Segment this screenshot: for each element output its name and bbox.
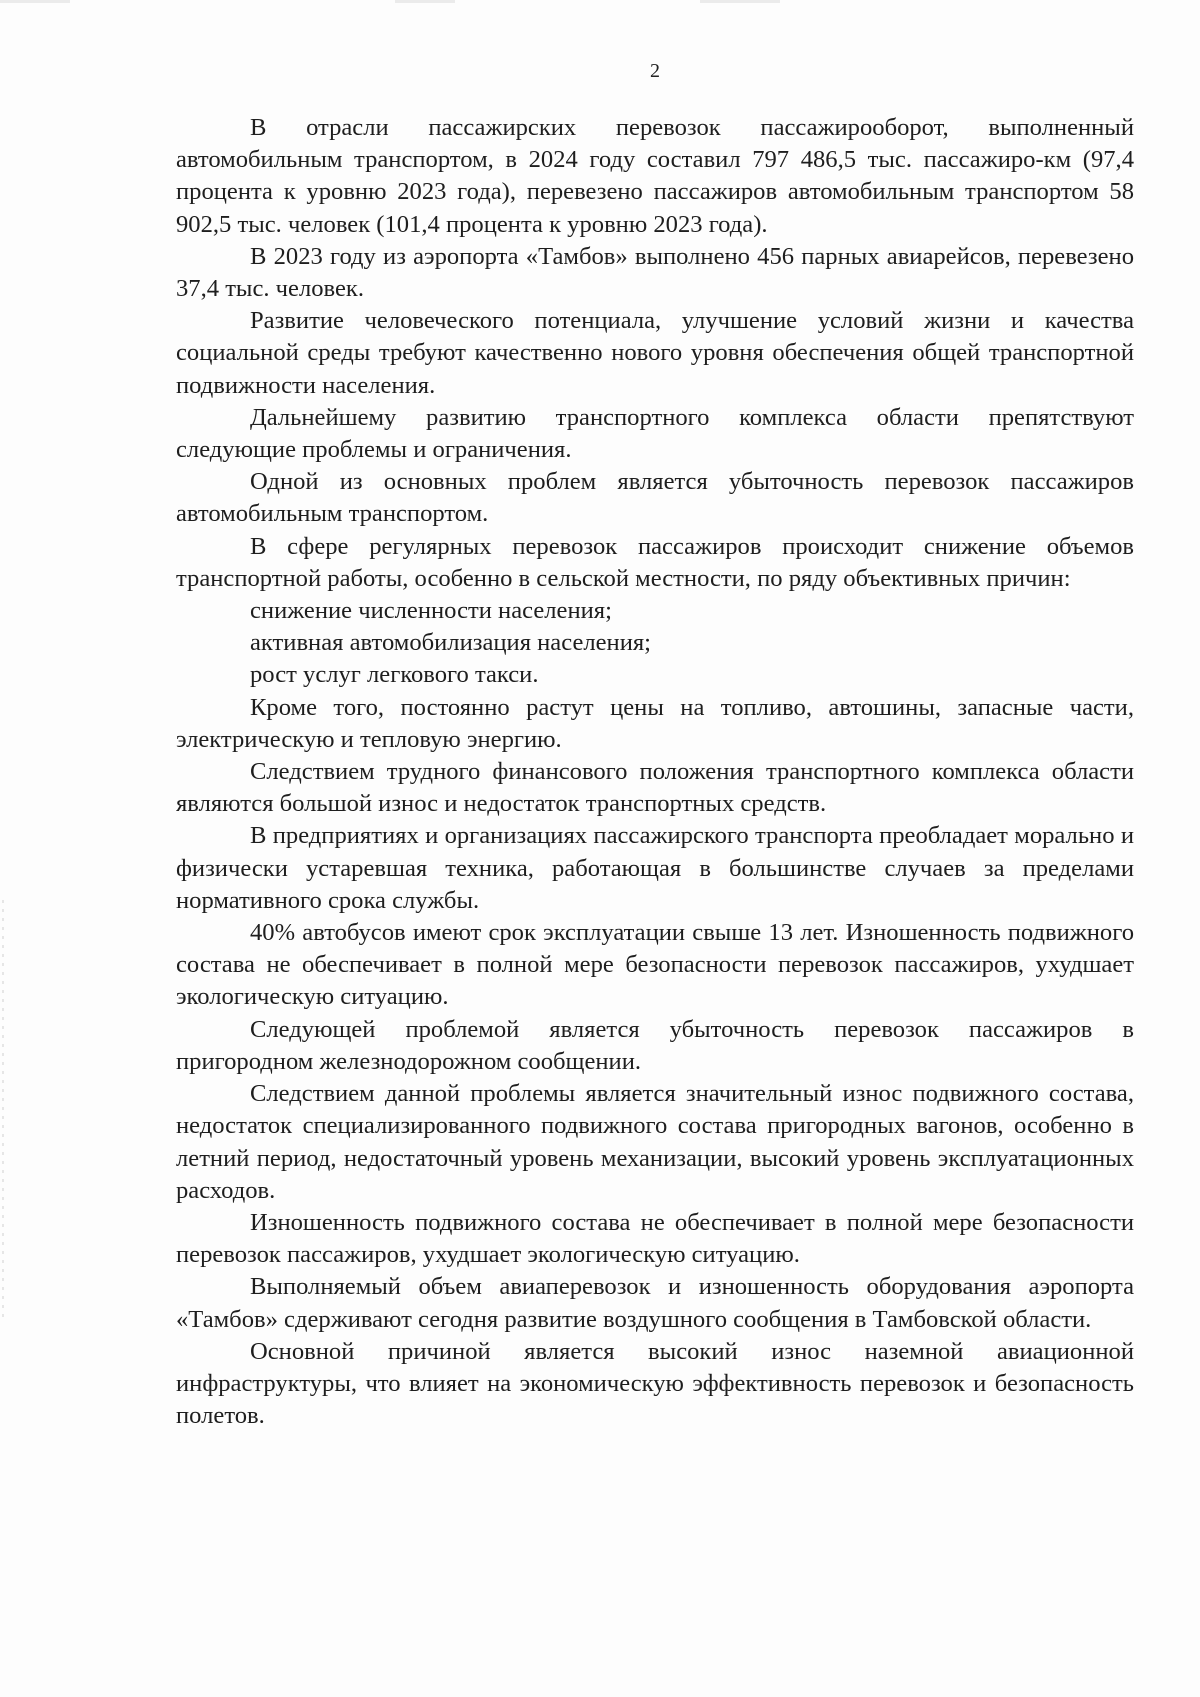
list-item: рост услуг легкового такси. [250,661,539,689]
list-item: снижение численности населения; [250,597,612,625]
paragraph: Одной из основных проблем является убыточность перевозок пассажиров автомобильным транспортом. [176,468,1134,528]
paragraph: В сфере регулярных перевозок пассажиров происходит снижение объемов транспортной работы, особенно в сельской местности, по ряду объективных причин: [176,532,1134,592]
paragraph: Основной причиной является высокий износ наземной авиационной инфраструктуры, что влияет на экономическую эффективность перевозок и безопасность полетов. [176,1337,1134,1430]
scan-artifact [700,0,780,3]
list-item: активная автомобилизация населения; [250,629,652,657]
scan-edge-artifact [2,900,4,1320]
paragraph: В отрасли пассажирских перевозок пассажирооборот, выполненный автомобильным транспортом, в 2024 году составил 797 486,5 тыс. пассажиро-км (97,4 процента к уровню 2023 года), перевезено пассажиров автомобильным транспортом 58 902,5 тыс. человек (101,4 процента к уровню 2023 года). [176,114,1134,238]
paragraph: В предприятиях и организациях пассажирского транспорта преобладает морально и физически устаревшая техника, работающая в большинстве случаев за пределами нормативного срока службы. [176,822,1134,914]
page-number: 2 [650,60,660,82]
paragraph: В 2023 году из аэропорта «Тамбов» выполнено 456 парных авиарейсов, перевезено 37,4 тыс. человек. [176,242,1134,303]
paragraph: Кроме того, постоянно растут цены на топливо, автошины, запасные части, электрическую и тепловую энергию. [176,693,1134,753]
scan-artifact [395,0,455,3]
paragraph: 40% автобусов имеют срок эксплуатации свыше 13 лет. Изношенность подвижного состава не обеспечивает в полной мере безопасности перевозок пассажиров, ухудшает экологическую ситуацию. [176,919,1134,1011]
paragraph: Изношенность подвижного состава не обеспечивает в полной мере безопасности перевозок пассажиров, ухудшает экологическую ситуацию. [176,1208,1134,1269]
paragraph: Следствием данной проблемы является значительный износ подвижного состава, недостаток специализированного подвижного состава пригородных вагонов, особенно в летний период, недостаточный уровень механизации, высокий уровень эксплуатационных расходов. [176,1080,1134,1204]
paragraph: Следствием трудного финансового положения транспортного комплекса области являются большой износ и недостаток транспортных средств. [176,758,1134,818]
paragraph: Дальнейшему развитию транспортного комплекса области препятствуют следующие проблемы и ограничения. [176,403,1134,464]
paragraph: Следующей проблемой является убыточность перевозок пассажиров в пригородном железнодорожном сообщении. [176,1015,1134,1075]
paragraph: Выполняемый объем авиаперевозок и изношенность оборудования аэропорта «Тамбов» сдерживают сегодня развитие воздушного сообщения в Тамбовской области. [176,1273,1134,1333]
document-body [176,112,1134,1432]
scan-artifact [0,0,70,3]
paragraph: Развитие человеческого потенциала, улучшение условий жизни и качества социальной среды требуют качественно нового уровня обеспечения общей транспортной подвижности населения. [176,307,1134,399]
